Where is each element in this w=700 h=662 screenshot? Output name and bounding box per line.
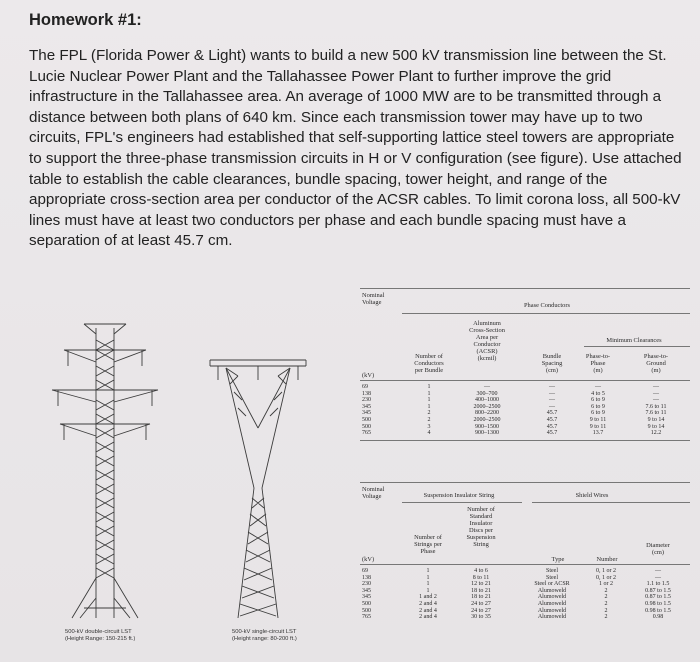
left-tower-caption: 500-kV double-circuit LST (Height Range: 150-215 ft.)	[65, 629, 136, 642]
t1-ptp-values: — 4 to 5 6 to 9 6 to 9 6 to 9 9 to 11 9 to 11 13.7	[589, 384, 607, 437]
t1-col-kv: (kV)	[362, 372, 375, 379]
t2-col-kv: (kV)	[362, 556, 375, 563]
t2-shield-wires: Shield Wires	[575, 492, 609, 499]
double-circuit-tower-icon	[52, 324, 158, 618]
t1-col-number: Number of Conductors per Bundle	[414, 353, 444, 374]
t1-min-clearances: Minimum Clearances	[606, 337, 662, 344]
t1-nominal-voltage: Nominal Voltage	[362, 292, 385, 306]
t2-type-values: Steel Steel Steel or ACSR Alumoweld Alumoweld Alumoweld Alumoweld Alumoweld	[534, 568, 570, 621]
t1-col-ptp: Phase-to- Phase (m)	[585, 353, 611, 374]
t1-kv-values: 69 138 230 345 345 500 500 765	[362, 384, 371, 437]
conductor-table	[352, 288, 692, 478]
t1-col-spacing: Bundle Spacing (cm)	[541, 353, 563, 374]
t2-col-diameter: Diameter (cm)	[646, 542, 670, 556]
homework-title: Homework #1:	[29, 11, 142, 29]
t2-suspension: Suspension Insulator String	[423, 492, 495, 499]
problem-statement: The FPL (Florida Power & Light) wants to build a new 500 kV transmission line between the St. Lucie Nuclear Power Plant and the Tallahassee Power Plant to further improve the grid infrastructure in the Tallahassee area. An average of 1000 MW are to be transmitted through a distance between both plans of 640 km. Since each transmission tower may have up to two circuits, FPL's engineers had established that self-supporting lattice steel towers are appropriate to support the three-phase transmission circuits in H or V configuration (see figure). Use attached table to establish the cable clearances, bundle spacing, tower height, and range of the appropriate cross-section area per conductor of the ACSR cables. To limit corona loss, all 500-kV lines must have at least two conductors per phase and each bundle spacing must have a separation of at least 45.7 cm.	[29, 47, 682, 250]
t1-spacing-values: — — — — 45.7 45.7 45.7 45.7	[546, 384, 558, 437]
tower-drawings	[0, 288, 330, 662]
figure-area	[0, 288, 700, 662]
t2-diameter-values: — — 1.1 to 1.5 0.87 to 1.5 0.87 to 1.5 0.98 to 1.5 0.98 to 1.5 0.98	[645, 568, 671, 621]
t2-discs-values: 4 to 6 8 to 11 12 to 21 18 to 21 18 to 21 24 to 27 24 to 27 30 to 35	[471, 568, 491, 621]
t2-col-number: Number	[596, 556, 618, 563]
single-circuit-tower-icon	[210, 360, 306, 618]
t2-strings-values: 1 1 1 1 1 and 2 2 and 4 2 and 4 2 and 4	[419, 568, 437, 621]
t2-nominal-voltage: Nominal Voltage	[362, 486, 385, 500]
right-tower-caption: 500-kV single-circuit LST (Height range: 80-200 ft.)	[232, 629, 297, 642]
t2-number-values: 0, 1 or 2 0, 1 or 2 1 or 2 2 2 2 2 2	[596, 568, 616, 621]
insulator-table	[352, 482, 692, 658]
t1-area-values: — 300–700 400–1000 2000–2500 800–2200 2000–2500 900–1500 900–1300	[473, 384, 501, 437]
t1-ptg-values: — — — 7.6 to 11 7.6 to 11 9 to 14 9 to 14 12.2	[645, 384, 667, 437]
t2-col-strings: Number of Strings per Phase	[414, 534, 442, 555]
t1-number-values: 1 1 1 1 2 2 3 4	[427, 384, 431, 437]
t2-col-type: Type	[551, 556, 565, 563]
t2-col-discs: Number of Standard Insulator Discs per Suspension String	[466, 506, 496, 548]
t1-col-area: Aluminum Cross-Section Area per Conductor (ACSR) (kcmil)	[469, 320, 505, 362]
t1-phase-conductors: Phase Conductors	[524, 302, 570, 309]
t2-kv-values: 69 138 230 345 345 500 500 765	[362, 568, 371, 621]
t1-col-ptg: Phase-to- Ground (m)	[643, 353, 669, 374]
